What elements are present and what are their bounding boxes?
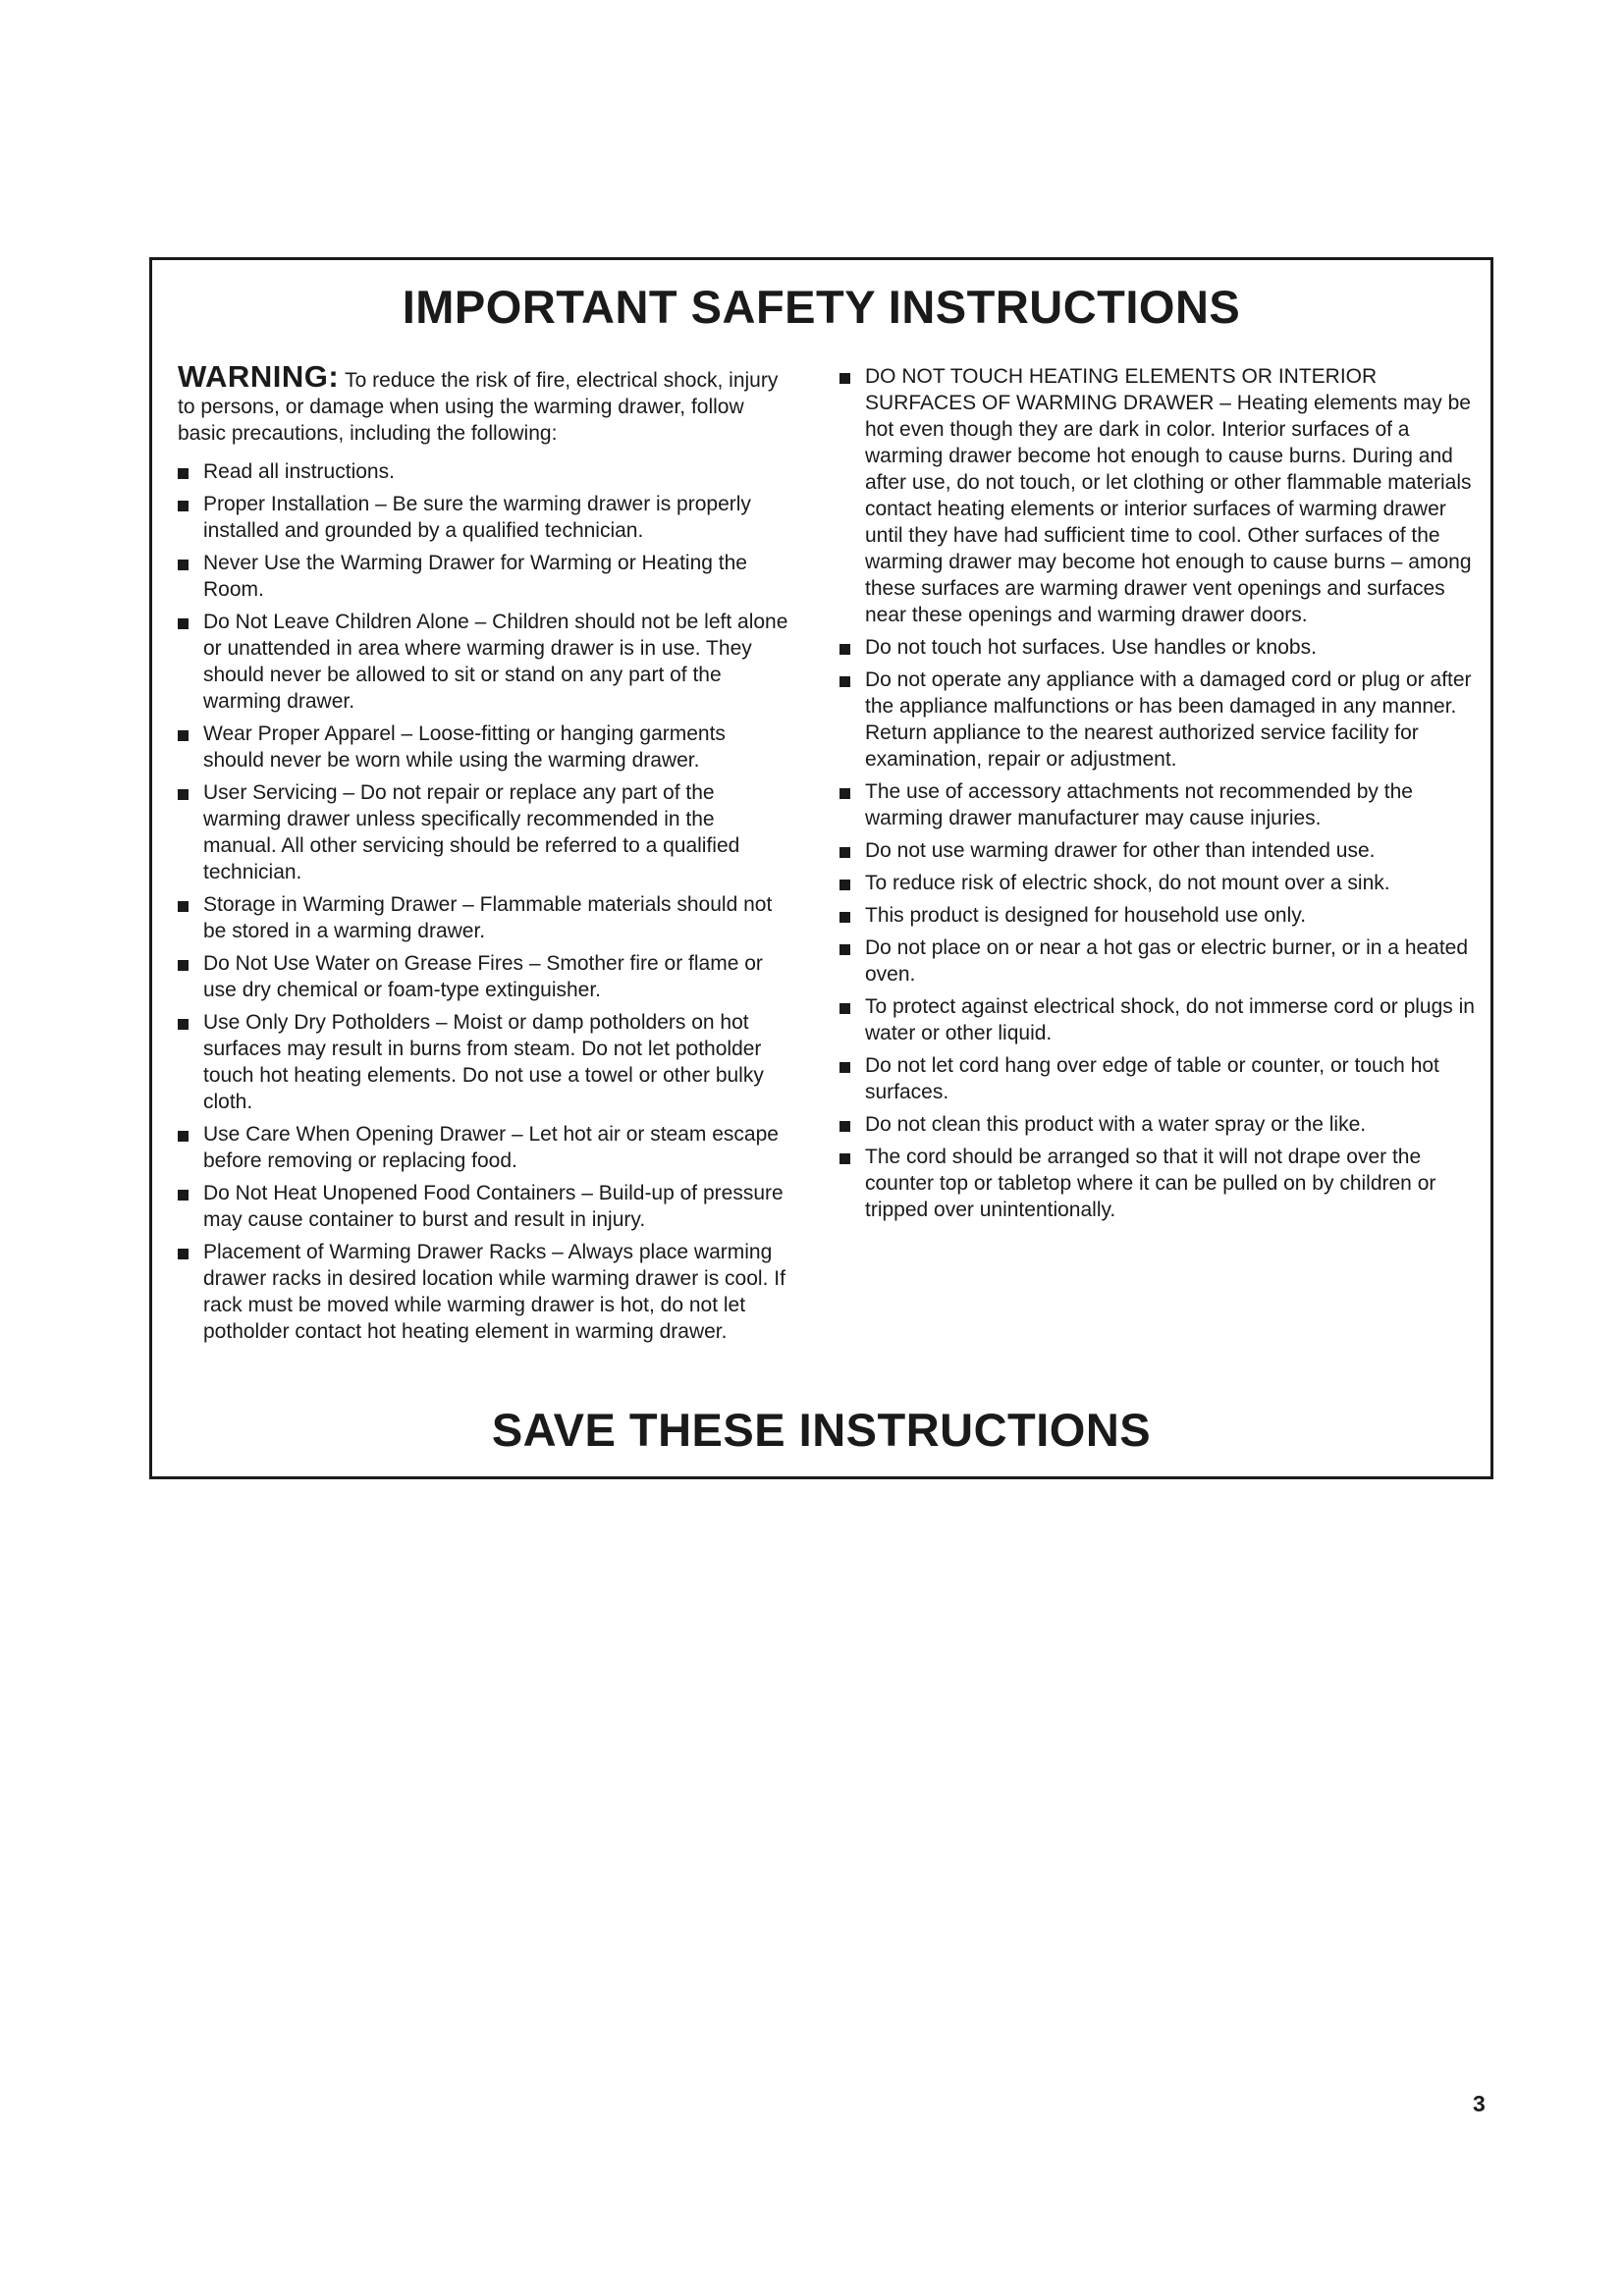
list-item: Use Care When Opening Drawer – Let hot air or steam escape before removing or replacing food.: [178, 1121, 791, 1174]
warning-text: To reduce the risk of fire, electrical shock, injury to persons, or damage when using the warming drawer, follow basic precautions, including the following:: [178, 369, 779, 445]
list-item: Do not place on or near a hot gas or electric burner, or in a heated oven.: [839, 934, 1478, 988]
list-item: Do Not Heat Unopened Food Containers – Build-up of pressure may cause container to burst and result in injury.: [178, 1180, 791, 1233]
list-item: DO NOT TOUCH HEATING ELEMENTS OR INTERIOR SURFACES OF WARMING DRAWER – Heating elements may be hot even though they are dark in color. Interior surfaces of a warming drawer become hot enough to cause burns. During and after use, do not touch, or let clothing or other flammable materials contact heating elements or interior surfaces of warming drawer until they have had sufficient time to cool. Other surfaces of the warming drawer may become hot enough to cause burns – among these surfaces are warming drawer vent openings and surfaces near these openings and warming drawer doors.: [839, 363, 1478, 628]
warning-paragraph: [178, 359, 791, 447]
list-item: Do not touch hot surfaces. Use handles or knobs.: [839, 634, 1478, 661]
list-item: Proper Installation – Be sure the warming drawer is properly installed and grounded by a qualified technician.: [178, 491, 791, 544]
list-item: Never Use the Warming Drawer for Warming or Heating the Room.: [178, 550, 791, 603]
list-item: Do Not Use Water on Grease Fires – Smother fire or flame or use dry chemical or foam-type extinguisher.: [178, 950, 791, 1003]
safety-instructions-box: [149, 257, 1493, 1479]
list-item: Storage in Warming Drawer – Flammable materials should not be stored in a warming drawer.: [178, 891, 791, 944]
footer-title: SAVE THESE INSTRUCTIONS: [491, 1404, 1152, 1456]
list-item: Use Only Dry Potholders – Moist or damp potholders on hot surfaces may result in burns from steam. Do not let potholder touch hot heating elements. Do not use a towel or other bulky cloth.: [178, 1009, 791, 1115]
right-instruction-list: [839, 363, 1478, 1223]
list-item: To protect against electrical shock, do not immerse cord or plugs in water or other liquid.: [839, 993, 1478, 1046]
list-item: Placement of Warming Drawer Racks – Always place warming drawer racks in desired location while warming drawer is cool. If rack must be moved while warming drawer is hot, do not let potholder contact hot heating element in warming drawer.: [178, 1239, 791, 1345]
list-item: Do Not Leave Children Alone – Children should not be left alone or unattended in area where warming drawer is in use. They should never be allowed to sit or stand on any part of the warming drawer.: [178, 609, 791, 715]
list-item: Do not let cord hang over edge of table or counter, or touch hot surfaces.: [839, 1052, 1478, 1105]
list-item: Read all instructions.: [178, 458, 791, 485]
page-title: IMPORTANT SAFETY INSTRUCTIONS: [402, 281, 1241, 333]
warning-label: WARNING:: [178, 359, 340, 394]
list-item: User Servicing – Do not repair or replace any part of the warming drawer unless specifically recommended in the manual. All other servicing should be referred to a qualified technician.: [178, 779, 791, 885]
list-item: Do not use warming drawer for other than intended use.: [839, 837, 1478, 864]
left-instruction-list: [178, 458, 791, 1345]
page-number: 3: [1473, 2091, 1486, 2116]
list-item: Do not clean this product with a water spray or the like.: [839, 1111, 1478, 1138]
list-item: To reduce risk of electric shock, do not mount over a sink.: [839, 870, 1478, 896]
left-column: [178, 359, 791, 1351]
list-item: This product is designed for household use only.: [839, 902, 1478, 929]
list-item: Do not operate any appliance with a damaged cord or plug or after the appliance malfunctions or has been damaged in any manner. Return appliance to the nearest authorized service facility for examination, repair or adjustment.: [839, 667, 1478, 773]
list-item: The use of accessory attachments not recommended by the warming drawer manufacturer may cause injuries.: [839, 778, 1478, 831]
list-item: The cord should be arranged so that it will not drape over the counter top or tabletop where it can be pulled on by children or tripped over unintentionally.: [839, 1144, 1478, 1223]
list-item: Wear Proper Apparel – Loose-fitting or hanging garments should never be worn while using the warming drawer.: [178, 721, 791, 774]
right-column: [839, 363, 1478, 1229]
